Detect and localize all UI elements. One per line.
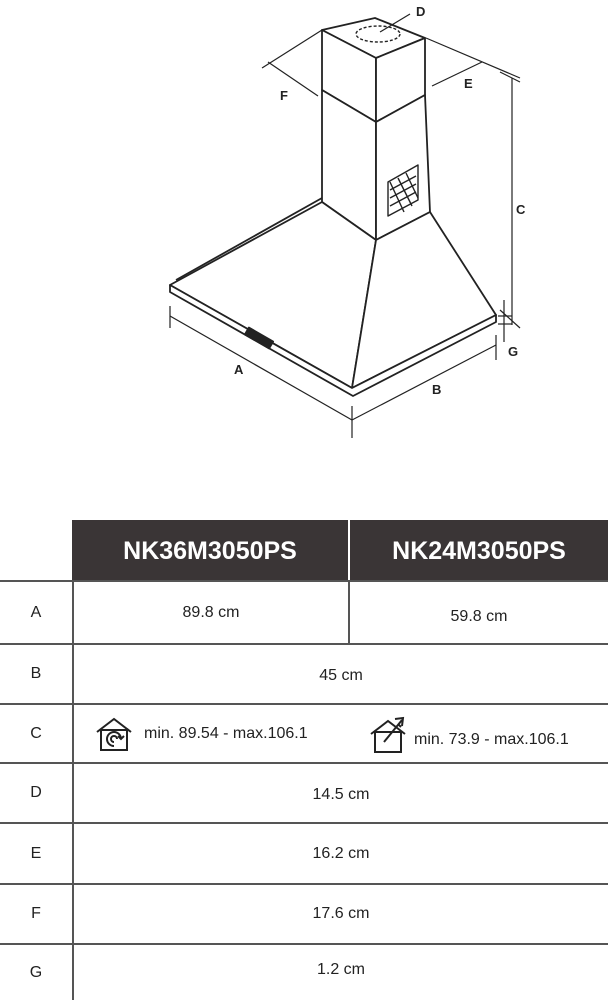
value-c-model-2-text: min. 73.9 - max.106.1 [414, 730, 569, 748]
value-e: 16.2 cm [312, 844, 370, 862]
value-c-model-2 [368, 705, 608, 762]
hood-dimension-diagram [0, 0, 608, 450]
model-header-1: NK36M3050PS [72, 520, 348, 582]
value-d: 14.5 cm [312, 786, 370, 803]
dimensions-table [0, 520, 608, 1000]
dim-label-f: F [280, 88, 288, 103]
model-header-2: NK24M3050PS [350, 520, 608, 582]
row-label-a: A [30, 603, 42, 621]
value-a-model-2: 59.8 cm [450, 607, 508, 625]
row-label-c: C [30, 724, 42, 742]
dim-label-e: E [464, 76, 473, 91]
dim-label-c: C [516, 202, 526, 217]
value-f: 17.6 cm [312, 905, 370, 922]
row-divider [0, 762, 608, 764]
extraction-house-icon [368, 714, 412, 754]
dim-label-a: A [234, 362, 244, 377]
dim-label-g: G [508, 344, 519, 359]
value-a-model-1: 89.8 cm [182, 603, 240, 621]
value-c-model-1 [94, 705, 344, 762]
row-label-f: F [31, 905, 41, 922]
dim-label-d: D [416, 4, 426, 19]
dim-label-b: B [432, 382, 442, 397]
value-b: 45 cm [319, 667, 363, 684]
recirculation-house-icon [94, 716, 134, 752]
row-label-g: G [29, 963, 43, 981]
row-label-e: E [30, 844, 42, 862]
value-g: 1.2 cm [316, 960, 365, 978]
row-label-b: B [30, 665, 42, 682]
value-c-model-1-text: min. 89.54 - max.106.1 [144, 724, 308, 742]
row-label-d: D [30, 784, 42, 801]
